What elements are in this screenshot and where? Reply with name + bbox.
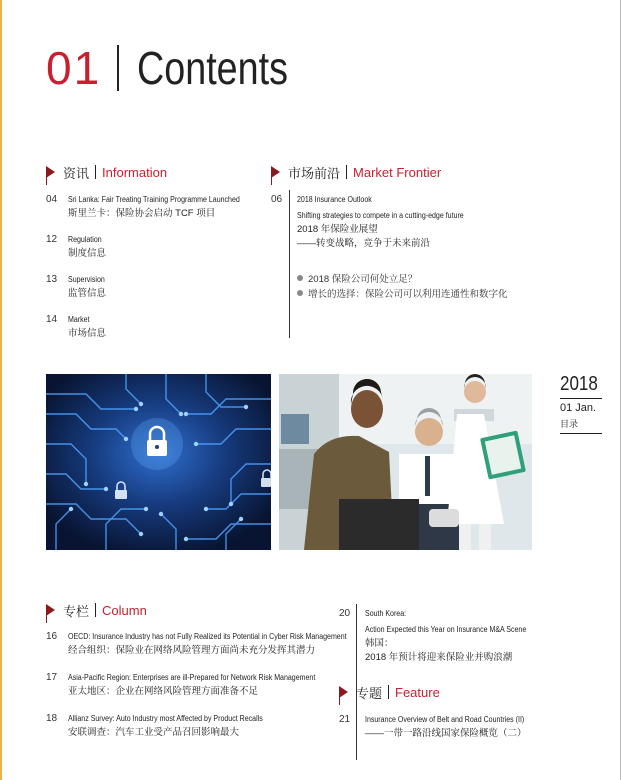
toc-entry[interactable] [46, 273, 110, 301]
entry-en-title: Supervision [68, 275, 105, 284]
padlock-icon [131, 418, 183, 470]
entry-cn-title: 2018 年保险业展望 [297, 224, 378, 235]
toc-entry[interactable] [46, 193, 263, 221]
arrow-icon [46, 604, 55, 616]
toc-entry[interactable] [46, 712, 289, 740]
title-word: Contents [137, 42, 289, 94]
page-number: 12 [46, 234, 58, 245]
section-feature-heading [339, 683, 440, 701]
arrow-icon [46, 166, 55, 178]
issue-year: 2018 [560, 373, 598, 395]
entry-cn-title: 安联调查：汽车工业受产品召回影响最大 [68, 727, 240, 738]
bullet-item[interactable] [297, 286, 508, 300]
page-number: 06 [271, 194, 283, 205]
entry-cn-subtitle: 2018 年预计将迎来保险业并购浪潮 [365, 652, 513, 663]
entry-en-title: OECD: Insurance Industry has not Fully Realized its Potential in Cyber Risk Management [68, 632, 347, 641]
date-rule [560, 433, 602, 434]
section-information-heading [46, 163, 167, 181]
entry-en-title: Market [68, 315, 90, 324]
section-divider [388, 685, 389, 699]
cyber-security-image [46, 374, 271, 550]
title-divider [117, 45, 119, 91]
entry-en-subtitle: Shifting strategies to compete in a cutting-edge future [297, 211, 464, 220]
bullet-text: 增长的选择：保险公司可以利用连通性和数字化 [308, 289, 508, 300]
page-number: 17 [46, 672, 58, 683]
page-number: 21 [339, 714, 351, 725]
toc-entry[interactable] [46, 630, 385, 658]
page-number: 20 [339, 608, 351, 619]
entry-en-subtitle: Action Expected this Year on Insurance M&A Scene [365, 625, 527, 634]
section-market-frontier-heading [271, 163, 441, 181]
page-number: 18 [46, 713, 58, 724]
doctor-consultation-image [279, 374, 532, 550]
entry-cn-title: 亚太地区：企业在网络风险管理方面准备不足 [68, 686, 259, 697]
entry-en-title: Regulation [68, 235, 102, 244]
entry-en-title: South Korea: [365, 609, 407, 618]
toc-entry[interactable] [339, 713, 546, 741]
page-number: 04 [46, 194, 58, 205]
page-number: 13 [46, 274, 58, 285]
entry-cn-subtitle: ——转变战略，竞争于未来前沿 [297, 238, 431, 249]
page-title [46, 38, 321, 98]
arrow-icon [339, 686, 348, 698]
entry-en-title: Sri Lanka: Fair Treating Training Programme Launched [68, 195, 240, 204]
toc-entry[interactable] [46, 313, 106, 341]
toc-entry[interactable] [46, 233, 106, 261]
toc-entry[interactable] [46, 671, 349, 699]
section-cn-label: 资讯 [63, 165, 90, 181]
issue-month: 01 Jan. [560, 402, 597, 414]
title-number: 01 [46, 42, 102, 94]
issue-date [560, 373, 602, 434]
arrow-icon [271, 166, 280, 178]
page-number: 14 [46, 314, 58, 325]
section-en-label: Feature [395, 684, 440, 700]
bullet-item[interactable] [297, 271, 417, 285]
section-column-heading [46, 601, 147, 619]
entry-en-title: 2018 Insurance Outlook [297, 195, 372, 204]
entry-cn-title: 斯里兰卡：保险协会启动 TCF 项目 [68, 208, 216, 219]
bullet-icon [297, 290, 303, 296]
entry-en-title: Insurance Overview of Belt and Road Countries (II) [365, 715, 525, 724]
date-rule [560, 398, 602, 399]
section-cn-label: 市场前沿 [288, 165, 341, 181]
toc-entry[interactable] [339, 607, 548, 665]
section-cn-label: 专栏 [63, 603, 90, 619]
entry-cn-title: 市场信息 [68, 328, 107, 339]
section-en-label: Market Frontier [353, 164, 442, 180]
toc-entry[interactable] [271, 193, 486, 251]
section-en-label: Information [102, 164, 168, 180]
entry-cn-title: 制度信息 [68, 248, 107, 259]
entry-en-title: Allianz Survey: Auto Industry most Affected by Product Recalls [68, 714, 263, 723]
contents-label: 目录 [560, 419, 579, 429]
section-divider [346, 165, 347, 179]
bullet-icon [297, 275, 303, 281]
section-divider [95, 603, 96, 617]
section-cn-label: 专题 [356, 685, 383, 701]
entry-en-title: Asia-Pacific Region: Enterprises are ill-Prepared for Network Risk Management [68, 673, 316, 682]
bullet-text: 2018 保险公司何处立足？ [308, 274, 418, 285]
section-en-label: Column [102, 602, 147, 618]
page-number: 16 [46, 631, 58, 642]
entry-cn-title: ——一带一路沿线国家保险概览（二） [365, 728, 527, 739]
entry-cn-title: 监管信息 [68, 288, 107, 299]
left-edge-rule [0, 0, 2, 780]
entry-cn-title: 经合组织：保险业在网络风险管理方面尚未充分发挥其潜力 [68, 645, 316, 656]
section-divider [95, 165, 96, 179]
entry-cn-title: 韩国： [365, 638, 394, 649]
